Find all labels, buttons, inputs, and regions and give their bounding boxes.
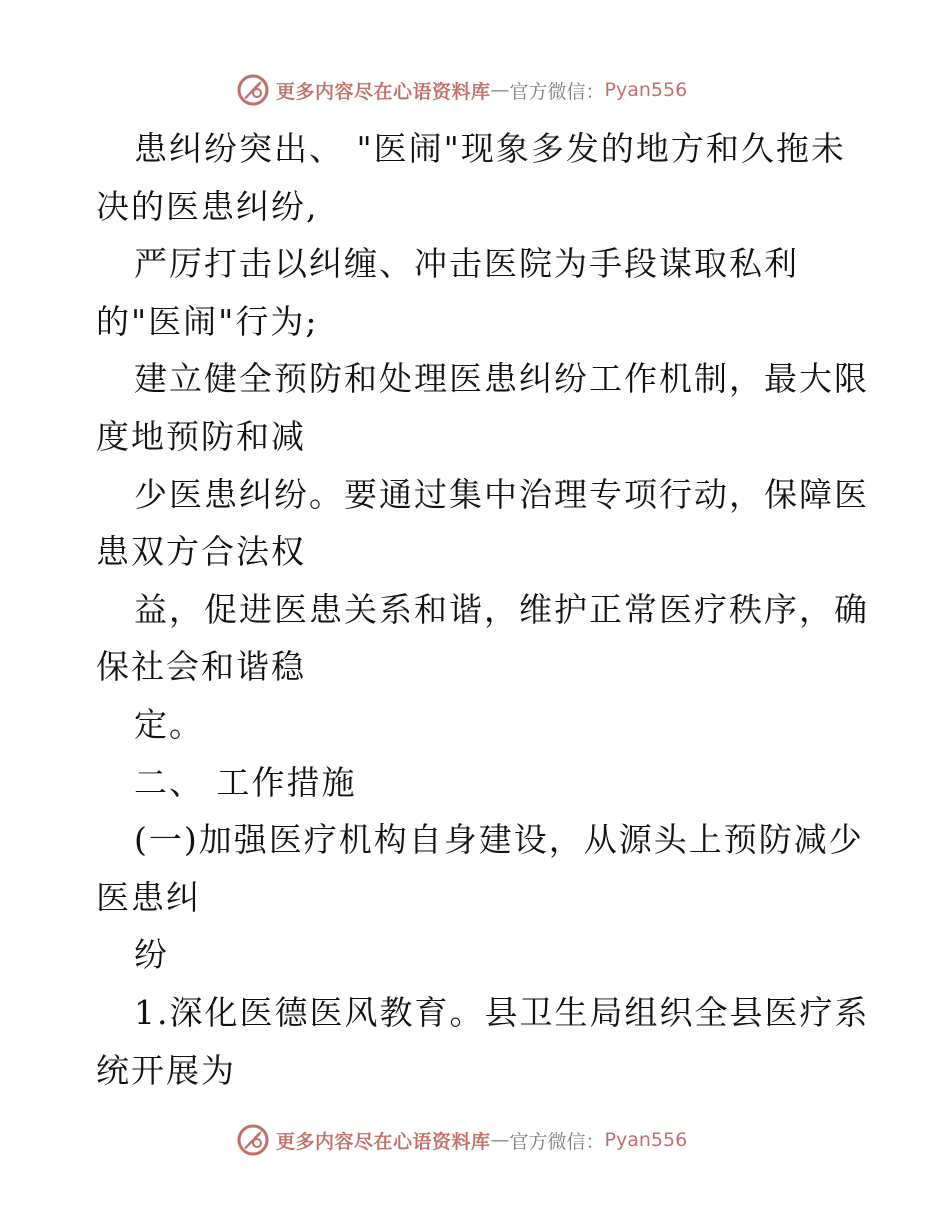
text-line: 医患纠: [96, 877, 201, 917]
text-line: 决的医患纠纷,: [96, 186, 319, 226]
text-line: 严厉打击以纠缠、冲击医院为手段谋取私利: [134, 244, 799, 284]
text-line: 统开展为: [96, 1050, 236, 1090]
watermark-separator: —: [490, 79, 510, 101]
text-line: 益，促进医患关系和谐，维护正常医疗秩序，确: [134, 589, 869, 629]
watermark-wechat-id: Pyan556: [604, 79, 688, 101]
watermark-brand: 更多内容尽在心语资料库: [276, 80, 491, 103]
feather-pen-circle-icon: [236, 73, 270, 107]
footer-watermark: [236, 1122, 687, 1158]
text-line: 纷: [134, 935, 169, 975]
text-line: 保社会和谐稳: [96, 647, 306, 687]
text-line: 度地预防和减: [96, 416, 306, 456]
text-line: (一)加强医疗机构自身建设，从源头上预防减少: [134, 820, 864, 860]
text-line: 患双方合法权: [96, 532, 306, 572]
text-line: 的"医闹"行为;: [96, 301, 319, 341]
header-watermark: [236, 72, 687, 108]
text-line: 定。: [134, 704, 204, 744]
feather-pen-circle-icon: [236, 1123, 270, 1157]
watermark-brand: 更多内容尽在心语资料库: [276, 1130, 491, 1153]
watermark-channel: 官方微信：: [509, 80, 605, 103]
text-line: 1.深化医德医风教育。县卫生局组织全县医疗系: [134, 992, 870, 1032]
text-line: 患纠纷突出、 "医闹"现象多发的地方和久拖未: [134, 129, 846, 168]
document-body: [96, 120, 870, 1099]
watermark-wechat-id: Pyan556: [604, 1129, 688, 1151]
watermark-channel: 官方微信：: [509, 1130, 605, 1153]
text-line: 建立健全预防和处理医患纠纷工作机制，最大限: [134, 359, 869, 399]
text-line: 少医患纠纷。要通过集中治理专项行动，保障医: [134, 474, 869, 514]
text-line: 二、 工作措施: [134, 762, 357, 802]
watermark-separator: —: [490, 1129, 510, 1151]
